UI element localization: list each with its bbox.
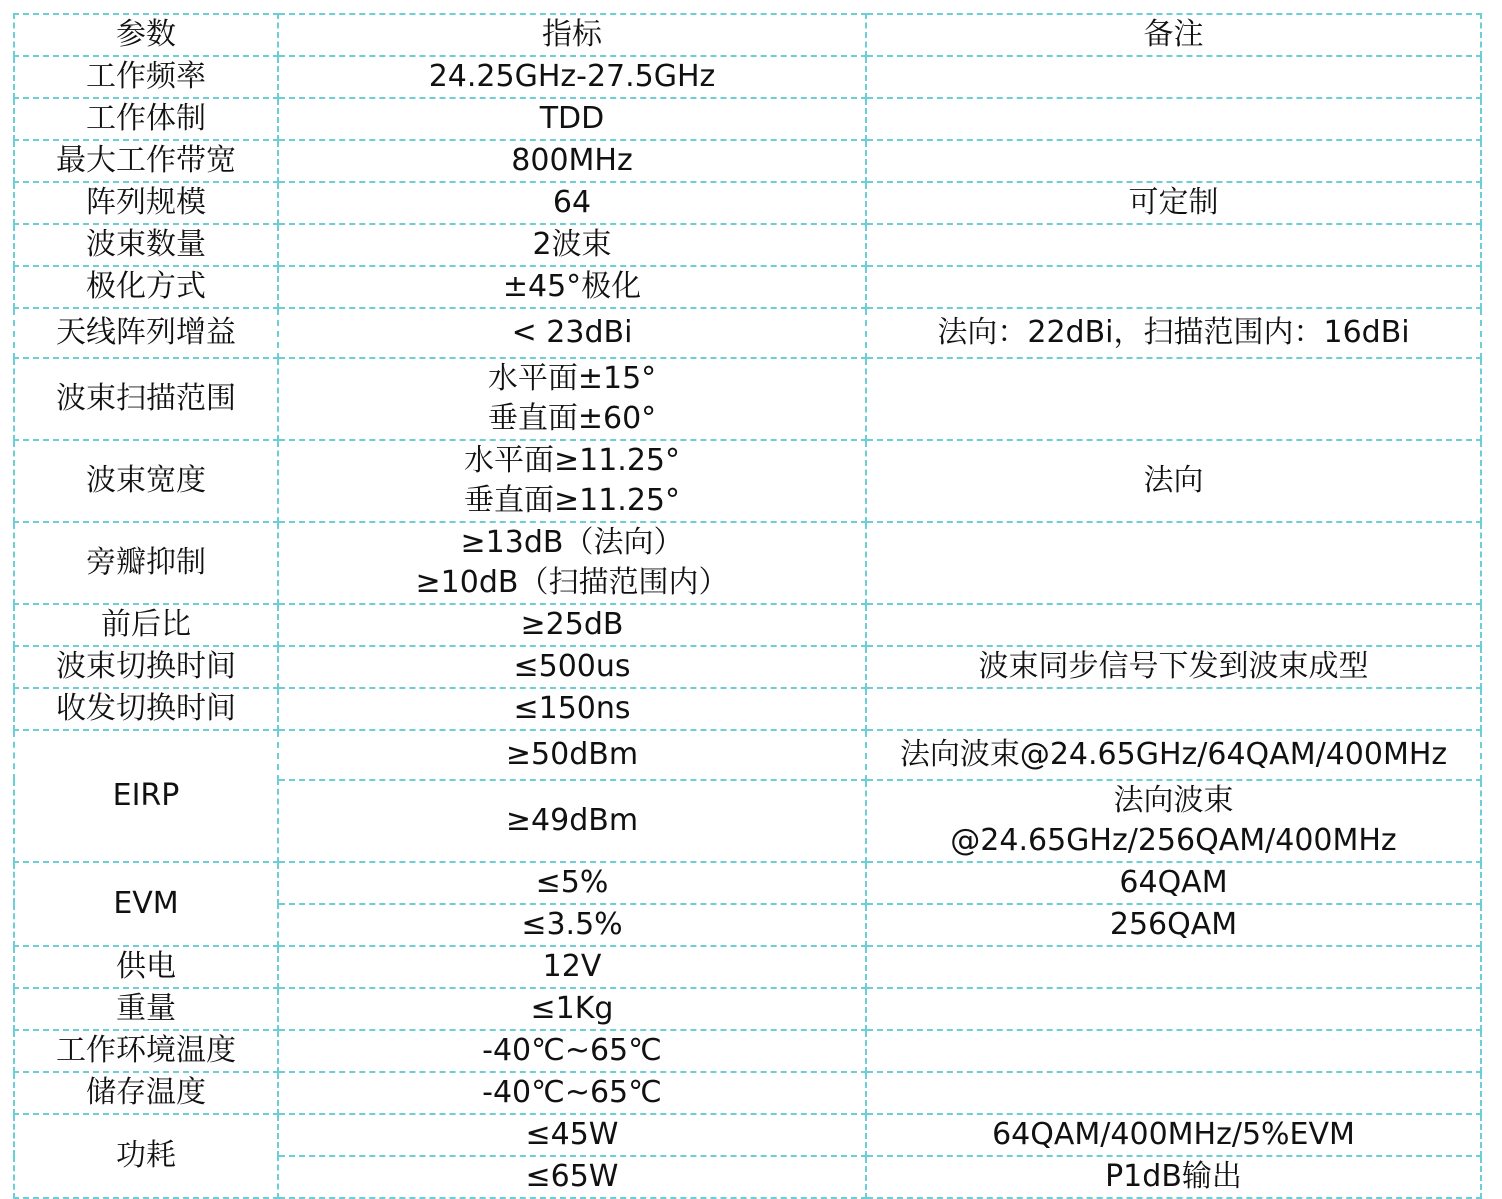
param-cell: 波束切换时间 [14,646,278,688]
spec-line: ≤45W [525,1117,619,1152]
table-row [14,266,1481,308]
note-cell [866,56,1481,98]
note-cell [866,224,1481,266]
spec-cell [278,98,866,140]
spec-cell [278,604,866,646]
note-cell [866,1072,1481,1114]
note-cell [866,522,1481,604]
note-line: 波束同步信号下发到波束成型 [978,649,1369,684]
param-cell: 极化方式 [14,266,278,308]
note-cell [866,266,1481,308]
param-cell: EVM [14,862,278,946]
spec-cell [278,688,866,730]
note-cell [866,688,1481,730]
table-row [14,98,1481,140]
spec-line: ≥13dB（法向） [460,525,684,560]
spec-cell [278,1114,866,1156]
note-cell [866,730,1481,780]
spec-line: ≤500us [513,649,631,684]
note-line: 法向波束@24.65GHz/64QAM/400MHz [899,737,1448,772]
table-row [14,440,1481,522]
table-row [14,308,1481,358]
note-line: 64QAM [1119,865,1228,900]
note-cell [866,1114,1481,1156]
table-row [14,862,1481,904]
note-cell [866,988,1481,1030]
note-line: @24.65GHz/256QAM/400MHz [950,823,1397,858]
spec-line: 垂直面±60° [487,401,657,436]
param-cell: 波束宽度 [14,440,278,522]
spec-cell [278,904,866,946]
spec-line: 2波束 [532,227,612,262]
spec-cell [278,56,866,98]
header-spec: 指标 [278,14,866,56]
note-line: 可定制 [1128,185,1219,220]
note-line: 法向 [1143,463,1204,498]
spec-table-body [14,14,1481,1198]
spec-line: -40℃~65℃ [482,1033,662,1068]
spec-line: < 23dBi [511,315,633,350]
note-cell [866,1156,1481,1198]
note-cell [866,904,1481,946]
param-cell: 工作频率 [14,56,278,98]
spec-cell [278,140,866,182]
param-cell: 收发切换时间 [14,688,278,730]
spec-line: ≥25dB [520,607,624,642]
param-cell: 工作环境温度 [14,1030,278,1072]
spec-line: 12V [542,949,602,984]
table-row [14,604,1481,646]
note-cell [866,946,1481,988]
param-cell: 前后比 [14,604,278,646]
param-cell: 重量 [14,988,278,1030]
spec-line: 24.25GHz-27.5GHz [428,59,716,94]
spec-cell [278,988,866,1030]
note-cell [866,1030,1481,1072]
spec-line: ≤5% [535,865,609,900]
header-note: 备注 [866,14,1481,56]
spec-cell [278,440,866,522]
note-cell [866,182,1481,224]
header-row [14,14,1481,56]
note-cell [866,440,1481,522]
table-row [14,358,1481,440]
table-row [14,1072,1481,1114]
note-cell [866,358,1481,440]
spec-cell [278,1030,866,1072]
param-cell: 波束数量 [14,224,278,266]
spec-cell [278,522,866,604]
spec-cell [278,308,866,358]
note-line: 法向：22dBi，扫描范围内：16dBi [937,315,1410,350]
param-cell: 最大工作带宽 [14,140,278,182]
param-cell: 波束扫描范围 [14,358,278,440]
spec-cell [278,646,866,688]
spec-cell [278,730,866,780]
note-cell [866,780,1481,862]
spec-cell [278,358,866,440]
param-cell: 工作体制 [14,98,278,140]
note-cell [866,862,1481,904]
note-cell [866,646,1481,688]
spec-line: ≥50dBm [505,737,639,772]
table-row [14,56,1481,98]
spec-cell [278,1072,866,1114]
spec-cell [278,182,866,224]
param-cell: 储存温度 [14,1072,278,1114]
param-cell: 旁瓣抑制 [14,522,278,604]
note-cell [866,98,1481,140]
table-row [14,730,1481,780]
param-cell: EIRP [14,730,278,862]
table-row [14,224,1481,266]
note-cell [866,140,1481,182]
spec-line: ≤150ns [513,691,631,726]
spec-line: 水平面±15° [487,361,657,396]
spec-line: 水平面≥11.25° [463,443,681,478]
spec-cell [278,862,866,904]
table-row [14,1030,1481,1072]
spec-cell [278,1156,866,1198]
spec-cell [278,224,866,266]
table-row [14,688,1481,730]
spec-cell [278,266,866,308]
spec-cell [278,780,866,862]
spec-table [13,13,1482,1199]
spec-line: 800MHz [511,143,633,178]
spec-line: ≥49dBm [505,803,639,838]
spec-line: ≤65W [525,1159,619,1194]
note-line: 法向波束 [1113,783,1234,818]
table-row [14,522,1481,604]
note-cell [866,308,1481,358]
param-cell: 阵列规模 [14,182,278,224]
header-param: 参数 [14,14,278,56]
table-row [14,140,1481,182]
param-cell: 功耗 [14,1114,278,1198]
note-line: P1dB输出 [1105,1159,1242,1194]
spec-line: 垂直面≥11.25° [463,483,681,518]
spec-cell [278,946,866,988]
table-row [14,646,1481,688]
spec-line: 64 [552,185,592,220]
note-cell [866,604,1481,646]
note-line: 64QAM/400MHz/5%EVM [992,1117,1355,1152]
table-row [14,988,1481,1030]
param-cell: 天线阵列增益 [14,308,278,358]
note-line: 256QAM [1109,907,1238,942]
spec-line: ≥10dB（扫描范围内） [415,565,729,600]
spec-line: -40℃~65℃ [482,1075,662,1110]
param-cell: 供电 [14,946,278,988]
table-row [14,182,1481,224]
table-row [14,946,1481,988]
spec-line: ±45°极化 [502,269,642,304]
spec-line: ≤3.5% [521,907,623,942]
table-row [14,1114,1481,1156]
spec-line: TDD [539,101,605,136]
spec-line: ≤1Kg [530,991,614,1026]
